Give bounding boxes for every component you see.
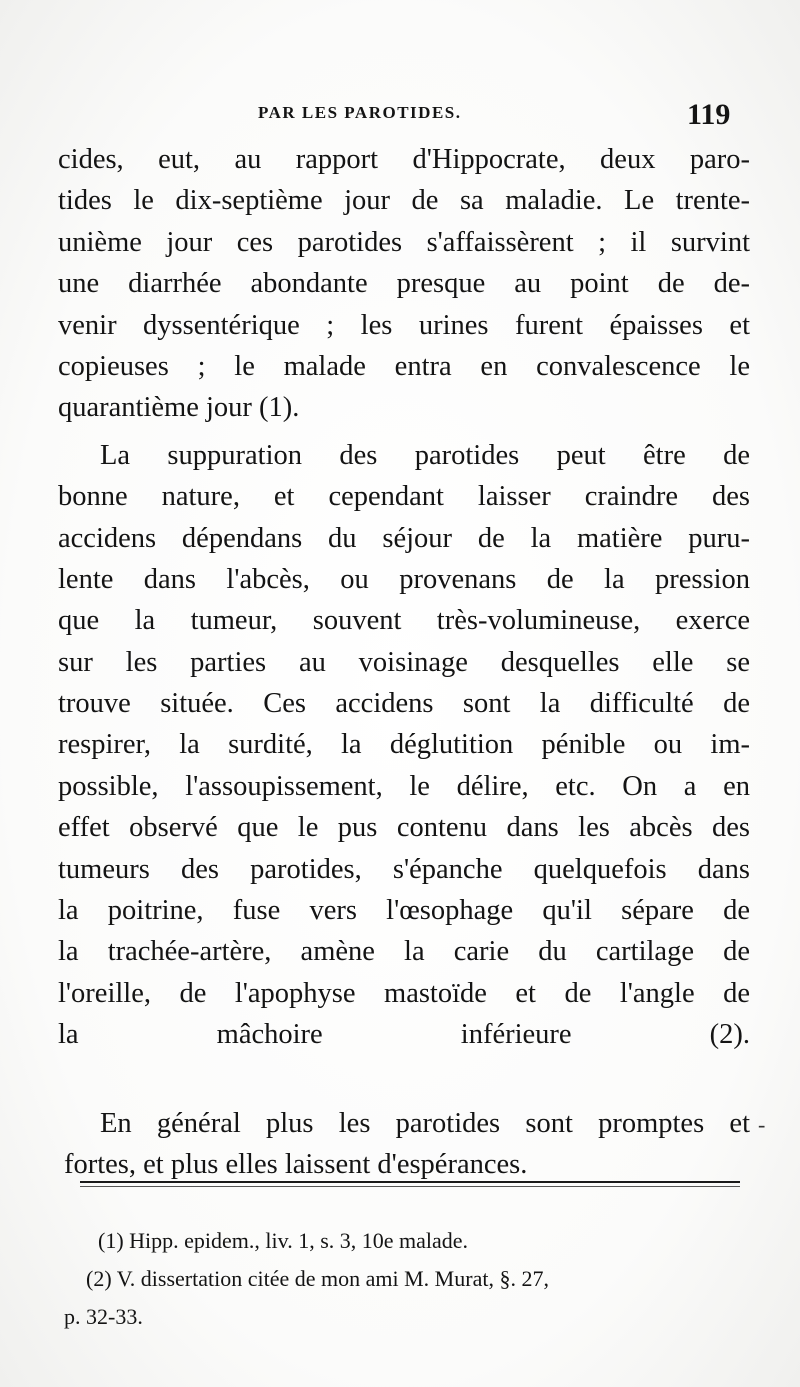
text-line: que la tumeur, souvent très-volumineuse, exerce	[58, 605, 750, 637]
text-line: effet observé que le pus contenu dans les abcès des	[58, 812, 750, 844]
text-line: bonne nature, et cependant laisser craindre des	[58, 481, 750, 513]
text-line: copieuses ; le malade entra en convalescence le	[58, 350, 750, 382]
running-title: PAR LES PAROTIDES.	[258, 103, 462, 122]
text-line: respirer, la surdité, la déglutition pénible ou im-	[58, 729, 750, 761]
text-line: lente dans l'abcès, ou provenans de la pression	[58, 563, 750, 595]
footnotes	[64, 1222, 764, 1336]
text-line: une diarrhée abondante presque au point de de-	[58, 268, 750, 300]
text-line: quarantième jour (1).	[58, 392, 300, 424]
footnote-1: (1) Hipp. epidem., liv. 1, s. 3, 10e malade.	[98, 1228, 469, 1253]
text-line: la poitrine, fuse vers l'œsophage qu'il sépare de	[58, 895, 750, 927]
text-line: sur les parties au voisinage desquelles elle se	[58, 646, 750, 678]
text-line	[58, 1056, 750, 1097]
text-line: cides, eut, au rapport d'Hippocrate, deux paro-	[58, 144, 750, 175]
footnote-2-continuation: p. 32-33.	[64, 1304, 143, 1329]
footnote-rule	[80, 1181, 740, 1183]
text-line: la mâchoire inférieure (2).	[58, 1019, 750, 1051]
footnote-2: (2) V. dissertation citée de mon ami M. Murat, §. 27,	[86, 1266, 549, 1291]
text-line: venir dyssentérique ; les urines furent épaisses et	[58, 309, 750, 341]
page-number: 119	[687, 98, 731, 131]
text-line: l'oreille, de l'apophyse mastoïde et de l'angle de	[58, 977, 750, 1009]
paragraph-2	[58, 435, 750, 1097]
text-line: unième jour ces parotides s'affaissèrent ; il survint	[58, 226, 750, 258]
text-line: accidens dépendans du séjour de la matière puru-	[58, 522, 750, 554]
footnote-rule-thin	[80, 1186, 740, 1187]
text-line: la trachée-artère, amène la carie du cartilage de	[58, 936, 750, 968]
text-line: La suppuration des parotides peut être de	[100, 439, 750, 471]
text-line: tides le dix-septième jour de sa maladie. Le trente-	[58, 185, 750, 217]
text-line: fortes, et plus elles laissent d'espérances.	[64, 1149, 528, 1181]
text-line: En général plus les parotides sont promptes et	[100, 1107, 750, 1139]
margin-mark: -	[758, 1112, 766, 1137]
text-line: possible, l'assoupissement, le délire, etc. On a en	[58, 770, 750, 802]
text-line: trouve située. Ces accidens sont la difficulté de	[58, 688, 750, 720]
body-text	[58, 139, 750, 1186]
paragraph-3	[58, 1103, 750, 1186]
text-line: tumeurs des parotides, s'épanche quelquefois dans	[58, 853, 750, 885]
paragraph-1	[58, 139, 750, 429]
